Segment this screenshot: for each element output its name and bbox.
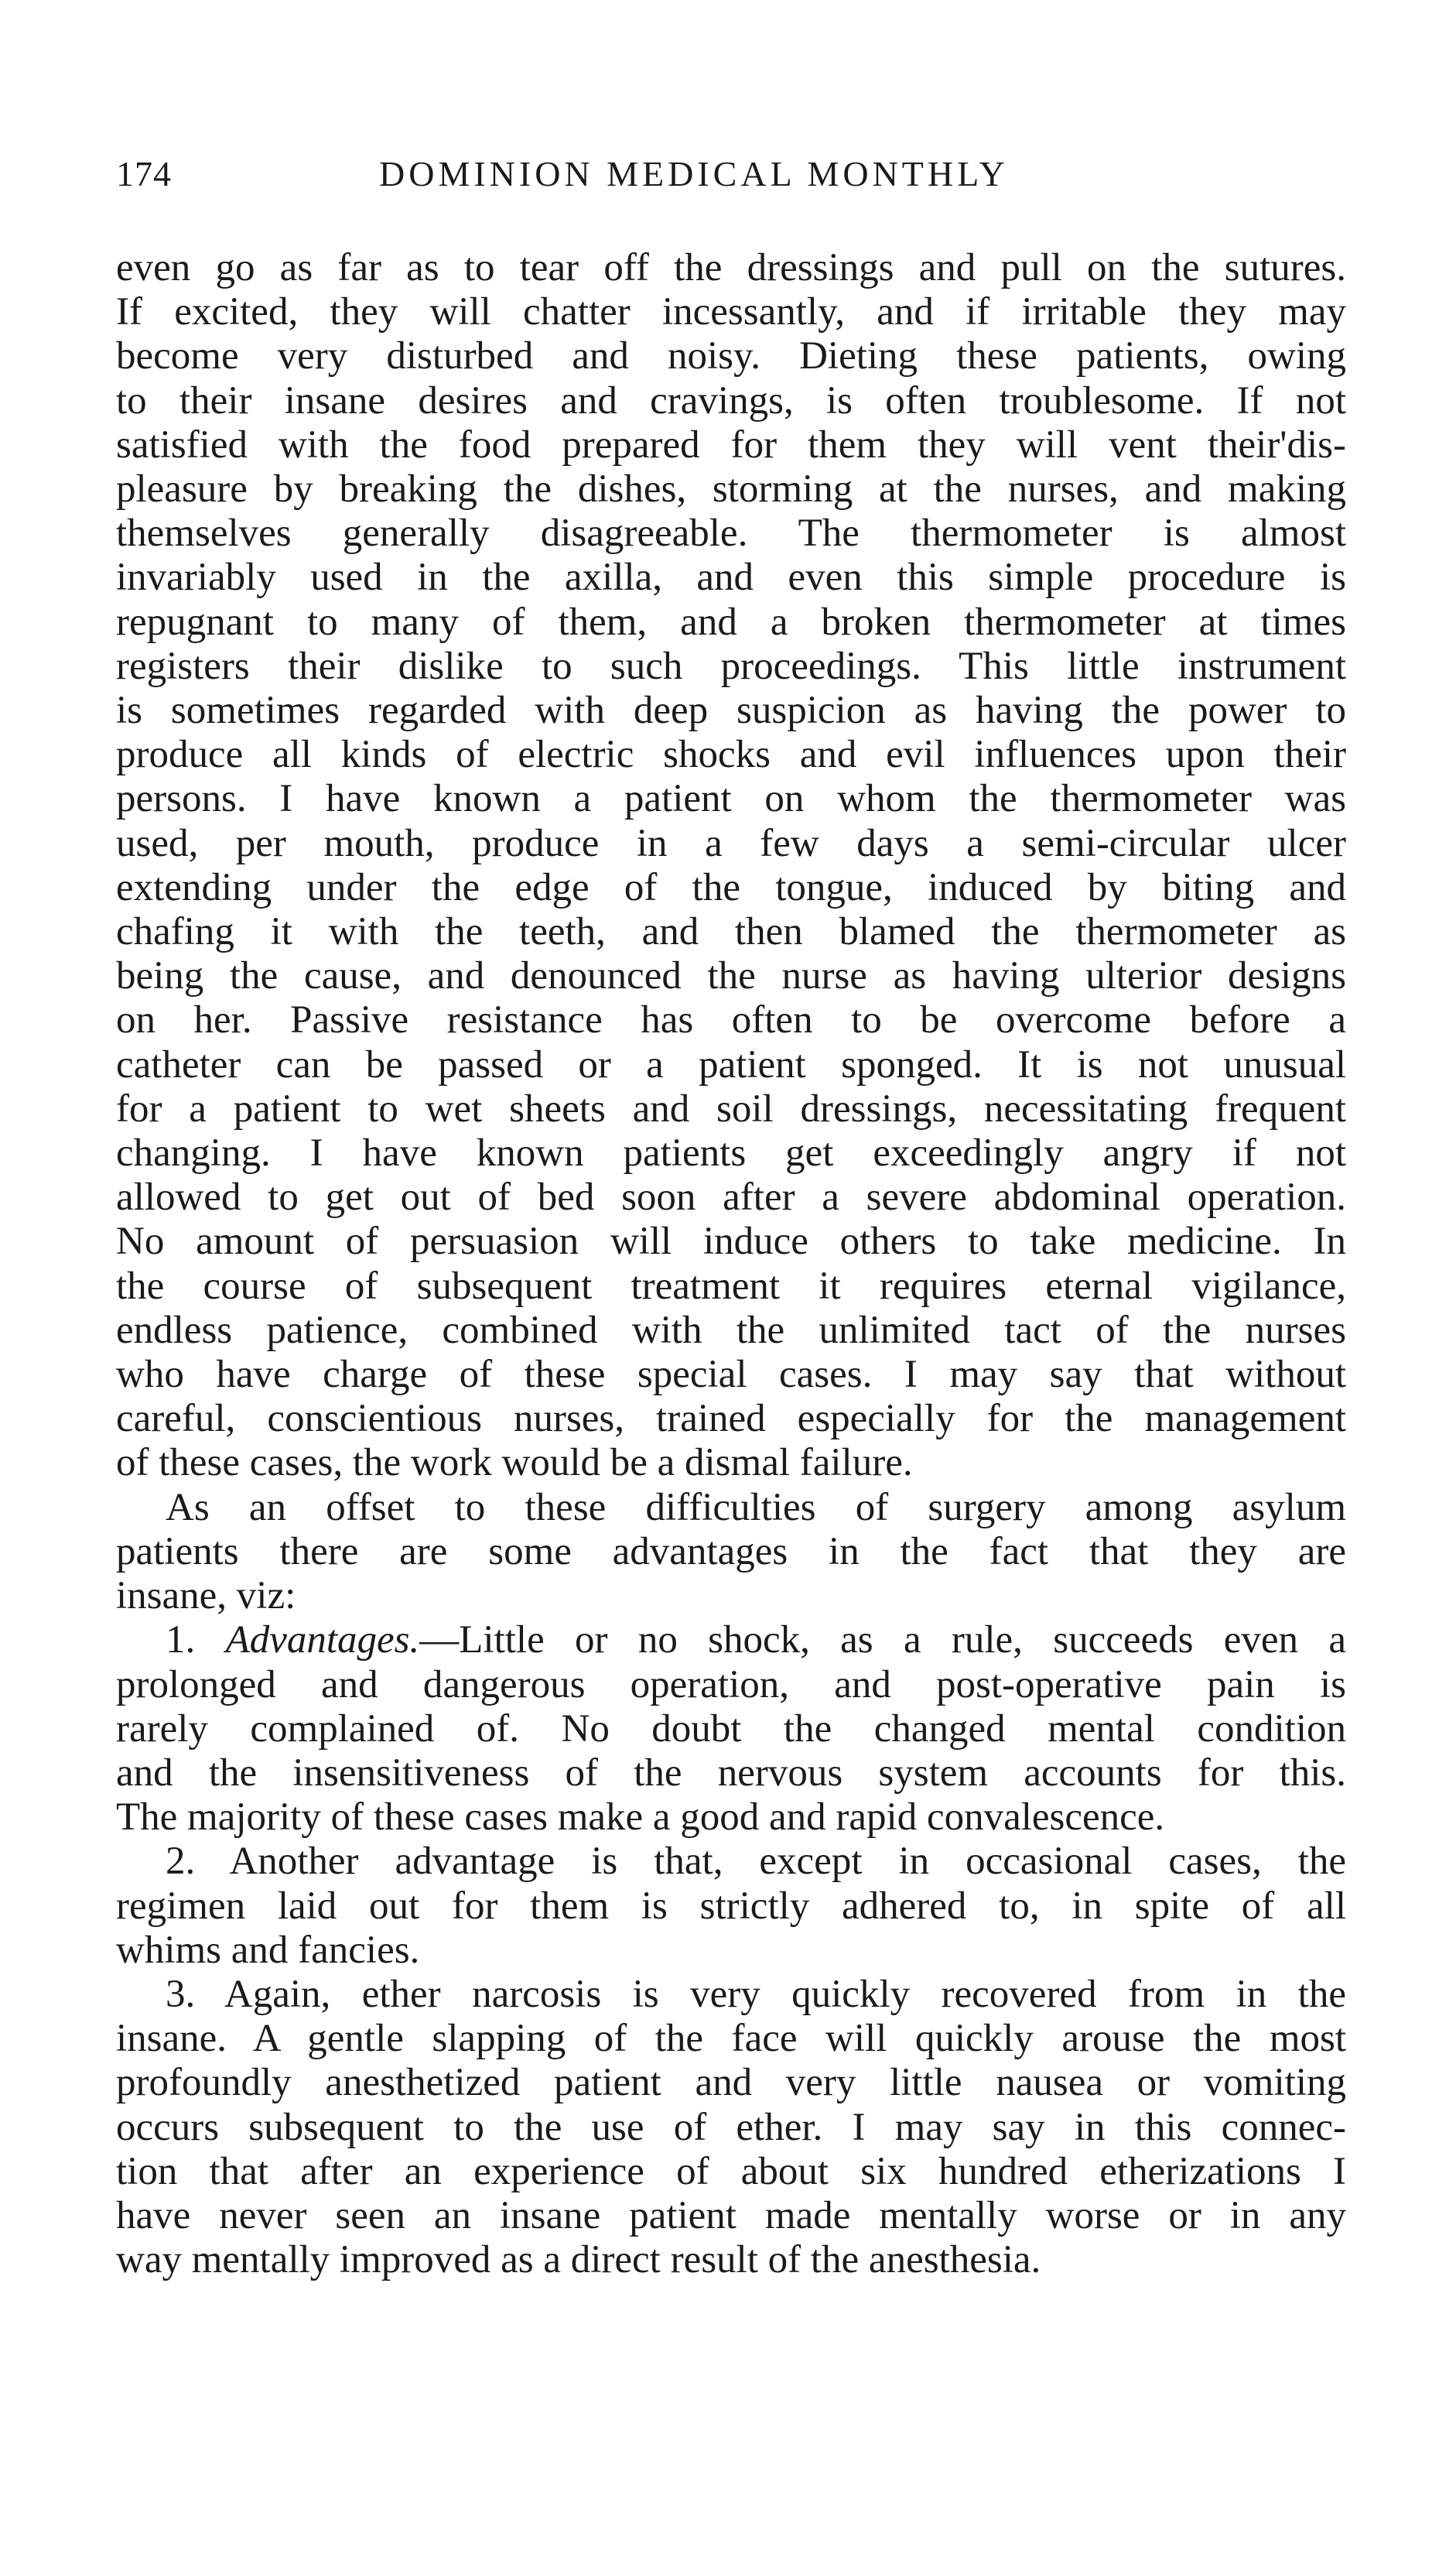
text-line: If excited, they will chatter incessantly, and if irritable they may <box>116 290 1346 334</box>
text-line: prolonged and dangerous operation, and post-operative pain is <box>116 1662 1346 1706</box>
running-head <box>116 153 1346 200</box>
text-line: insane, viz: <box>116 1574 296 1618</box>
text-line: themselves generally disagreeable. The thermometer is almost <box>116 512 1346 556</box>
text-line: whims and fancies. <box>116 1928 420 1972</box>
text-line: chafing it with the teeth, and then blamed the thermometer as <box>116 910 1346 954</box>
text-line: 2. Another advantage is that, except in occasional cases, the <box>166 1840 1346 1884</box>
paragraph-offset <box>116 1486 1346 1619</box>
page-number: 174 <box>116 154 172 193</box>
text-line: invariably used in the axilla, and even this simple procedure is <box>116 556 1346 600</box>
text-line: catheter can be passed or a patient sponged. It is not unusual <box>116 1042 1346 1087</box>
text-line: on her. Passive resistance has often to be overcome before a <box>116 998 1346 1042</box>
text-line: to their insane desires and cravings, is often troublesome. If not <box>116 378 1346 423</box>
paragraph-advantage-3 <box>116 1973 1346 2282</box>
text-line <box>116 1618 1346 1662</box>
text-line: tion that after an experience of about six hundred etherizations I <box>116 2149 1346 2193</box>
text-line: of these cases, the work would be a dismal failure. <box>116 1441 913 1485</box>
text-line: The majority of these cases make a good and rapid convalescence. <box>116 1795 1165 1840</box>
text-line: produce all kinds of electric shocks and evil influences upon their <box>116 733 1346 777</box>
text-line: registers their dislike to such proceedings. This little instrument <box>116 644 1346 688</box>
list-number: 1. <box>166 1618 196 1662</box>
text-line: repugnant to many of them, and a broken thermometer at times <box>116 600 1346 644</box>
text-line: persons. I have known a patient on whom the thermometer was <box>116 777 1346 821</box>
text-line: used, per mouth, produce in a few days a semi-circular ulcer <box>116 821 1346 865</box>
text-line: changing. I have known patients get exceedingly angry if not <box>116 1131 1346 1176</box>
text-line: careful, conscientious nurses, trained especially for the management <box>116 1397 1346 1441</box>
text-line: even go as far as to tear off the dressings and pull on the sutures. <box>116 246 1346 289</box>
text-line: occurs subsequent to the use of ether. I may say in this connec- <box>116 2105 1346 2149</box>
text-line: extending under the edge of the tongue, induced by biting and <box>116 865 1346 909</box>
text-line: who have charge of these special cases. I may say that without <box>116 1353 1346 1397</box>
paragraph-advantage-1 <box>116 1618 1346 1840</box>
journal-title: DOMINION MEDICAL MONTHLY <box>379 154 1009 193</box>
text-line: satisfied with the food prepared for them they will vent their'dis- <box>116 423 1346 467</box>
text-line: become very disturbed and noisy. Dieting these patients, owing <box>116 334 1346 378</box>
text-line: 3. Again, ether narcosis is very quickly recovered from in the <box>166 1972 1346 2016</box>
text-line: No amount of persuasion will induce others to take medicine. In <box>116 1220 1346 1264</box>
text-line: being the cause, and denounced the nurse as having ulterior designs <box>116 954 1346 998</box>
italic-heading: Advantages. <box>225 1618 420 1662</box>
text-line: profoundly anesthetized patient and very little nausea or vomiting <box>116 2061 1346 2105</box>
body-text <box>116 246 1346 2282</box>
paragraph-advantage-2 <box>116 1840 1346 1973</box>
text-line: have never seen an insane patient made mentally worse or in any <box>116 2193 1346 2237</box>
text-line: is sometimes regarded with deep suspicion as having the power to <box>116 689 1346 733</box>
text-line: for a patient to wet sheets and soil dressings, necessitating frequent <box>116 1087 1346 1131</box>
text-line: insane. A gentle slapping of the face will quickly arouse the most <box>116 2017 1346 2061</box>
paragraph-continued <box>116 246 1346 1486</box>
text-line: patients there are some advantages in the fact that they are <box>116 1529 1346 1573</box>
text-line: way mentally improved as a direct result of the anesthesia. <box>116 2238 1041 2282</box>
text-line: allowed to get out of bed soon after a severe abdominal operation. <box>116 1176 1346 1220</box>
text-line: pleasure by breaking the dishes, storming at the nurses, and making <box>116 467 1346 512</box>
text-line: endless patience, combined with the unlimited tact of the nurses <box>116 1308 1346 1352</box>
text-run: —Little or no shock, as a rule, succeeds even a <box>419 1618 1346 1662</box>
text-line: rarely complained of. No doubt the changed mental condition <box>116 1706 1346 1751</box>
text-line: regimen laid out for them is strictly adhered to, in spite of all <box>116 1884 1346 1928</box>
text-line: the course of subsequent treatment it requires eternal vigilance, <box>116 1264 1346 1308</box>
text-line: and the insensitiveness of the nervous system accounts for this. <box>116 1751 1346 1795</box>
text-line: As an offset to these difficulties of surgery among asylum <box>166 1485 1346 1529</box>
